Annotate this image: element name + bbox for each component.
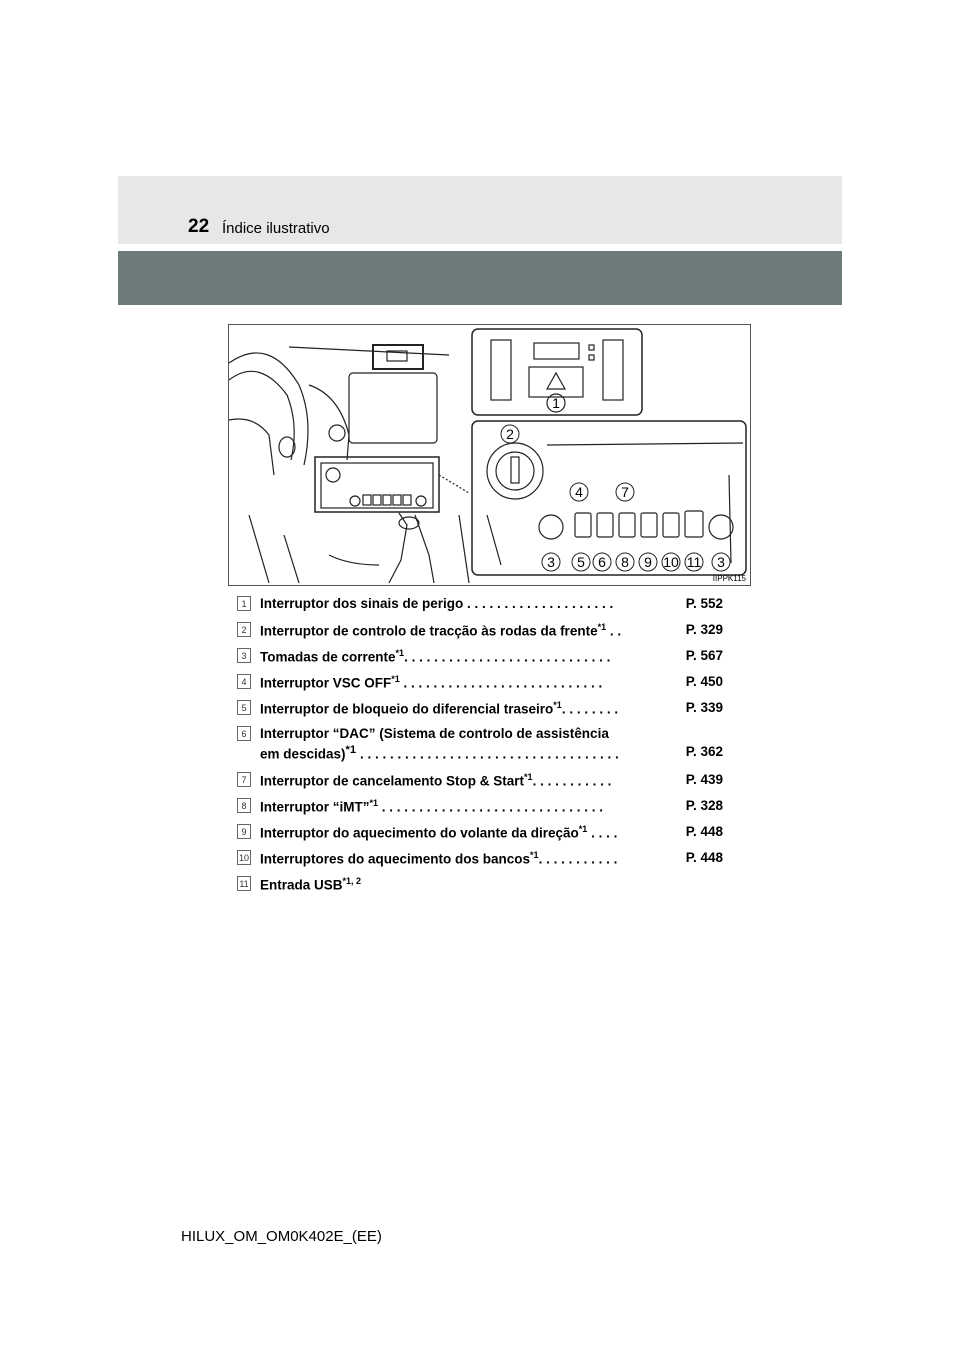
item-leader-dots: . . <box>606 623 622 639</box>
item-text: Interruptor de controlo de tracção às rodas da frente <box>260 623 598 639</box>
list-item <box>237 648 727 674</box>
item-text-line2: em descidas) <box>260 746 346 762</box>
callout-4: 4 <box>575 484 583 500</box>
item-leader-dots: . . . . . . . . . . . <box>532 773 612 789</box>
item-label <box>260 700 618 717</box>
item-text: Interruptor de bloqueio do diferencial traseiro <box>260 701 554 717</box>
item-list <box>237 596 727 902</box>
list-item <box>237 798 727 824</box>
callout-5: 5 <box>577 554 585 570</box>
item-text: Interruptor VSC OFF <box>260 675 392 691</box>
item-number-box: 10 <box>237 850 251 865</box>
item-leader-dots: . . . . . . . . . . . . . . . . . . . . . . . . . . . . <box>404 649 611 665</box>
item-page-ref: P. 439 <box>685 772 723 787</box>
item-label <box>260 798 603 815</box>
callout-11: 11 <box>686 554 702 570</box>
item-leader-dots: . . . . <box>587 825 618 841</box>
item-leader-dots: . . . . . . . . . . . . . . . . . . . . . . . . . . . <box>399 675 603 691</box>
item-text: Tomadas de corrente <box>260 649 396 665</box>
header-band <box>118 251 842 305</box>
section-title: Índice ilustrativo <box>222 220 330 237</box>
item-text: Interruptor “DAC” (Sistema de controlo de assistência <box>260 726 609 741</box>
item-label <box>260 876 361 893</box>
item-leader-dots: . . . . . . . . . . . . . . . . . . . . . . . . . . . . . . . . . . . <box>356 746 619 762</box>
item-label <box>260 622 621 639</box>
callout-6: 6 <box>598 554 606 570</box>
item-label <box>260 726 609 741</box>
footer-doc-code: HILUX_OM_OM0K402E_(EE) <box>181 1228 382 1245</box>
list-item <box>237 824 727 850</box>
item-number-box: 5 <box>237 700 251 715</box>
item-footnote-mark: *1 <box>553 700 562 710</box>
item-leader-dots: . . . . . . . . <box>561 701 619 717</box>
item-footnote-mark: *1, 2 <box>342 876 362 886</box>
callout-2: 2 <box>506 426 514 442</box>
item-label <box>260 674 602 691</box>
item-number-box: 6 <box>237 726 251 741</box>
item-page-ref: P. 362 <box>685 744 723 759</box>
list-item <box>237 876 727 902</box>
item-footnote-mark: *1 <box>345 744 357 756</box>
list-item <box>237 622 727 648</box>
item-number-box: 1 <box>237 596 251 611</box>
item-footnote-mark: *1 <box>369 798 379 808</box>
list-item <box>237 596 727 622</box>
item-footnote-mark: *1 <box>524 772 533 782</box>
item-page-ref: P. 328 <box>685 798 723 813</box>
list-item <box>237 850 727 876</box>
callout-3a: 3 <box>547 554 555 570</box>
item-text: Interruptor “iMT” <box>260 799 370 815</box>
item-label <box>260 772 611 789</box>
item-footnote-mark: *1 <box>597 622 607 632</box>
callout-1: 1 <box>552 395 560 411</box>
item-number-box: 7 <box>237 772 251 787</box>
item-page-ref: P. 448 <box>685 850 723 865</box>
item-page-ref: P. 552 <box>685 596 723 611</box>
item-leader-dots: . . . . . . . . . . . <box>538 851 618 867</box>
item-footnote-mark: *1 <box>530 850 539 860</box>
item-footnote-mark: *1 <box>395 648 405 658</box>
list-item <box>237 726 727 772</box>
page-number: 22 <box>188 216 210 237</box>
item-label <box>260 824 617 841</box>
item-label <box>260 850 617 867</box>
item-number-box: 2 <box>237 622 251 637</box>
item-number-box: 3 <box>237 648 251 663</box>
item-footnote-mark: *1 <box>578 824 588 834</box>
item-page-ref: P. 450 <box>685 674 723 689</box>
item-label <box>260 648 610 665</box>
item-number-box: 8 <box>237 798 251 813</box>
callout-9: 9 <box>644 554 652 570</box>
item-label <box>260 596 613 611</box>
item-text: Interruptores do aquecimento dos bancos <box>260 851 531 867</box>
figure-code: IIPPK115 <box>712 574 746 583</box>
callout-7: 7 <box>621 484 629 500</box>
callout-3b: 3 <box>717 554 725 570</box>
item-text: Interruptor dos sinais de perigo <box>260 596 464 611</box>
item-number-box: 4 <box>237 674 251 689</box>
dashboard-illustration <box>228 324 751 586</box>
list-item <box>237 700 727 726</box>
item-page-ref: P. 339 <box>685 700 723 715</box>
item-number-box: 9 <box>237 824 251 839</box>
item-page-ref: P. 329 <box>685 622 723 637</box>
list-item <box>237 674 727 700</box>
callout-10: 10 <box>663 554 679 570</box>
item-footnote-mark: *1 <box>391 674 400 684</box>
item-label-line2 <box>260 744 619 762</box>
item-text: Entrada USB <box>260 877 343 893</box>
item-text: Interruptor de cancelamento Stop & Start <box>260 773 525 789</box>
item-leader-dots: . . . . . . . . . . . . . . . . . . . . <box>463 596 614 611</box>
item-number-box: 11 <box>237 876 251 891</box>
item-text: Interruptor do aquecimento do volante da direção <box>260 825 579 841</box>
list-item <box>237 772 727 798</box>
dashboard-drawing <box>229 325 750 585</box>
callout-8: 8 <box>621 554 629 570</box>
item-leader-dots: . . . . . . . . . . . . . . . . . . . . . . . . . . . . . . <box>378 799 604 815</box>
item-page-ref: P. 448 <box>685 824 723 839</box>
item-page-ref: P. 567 <box>685 648 723 663</box>
